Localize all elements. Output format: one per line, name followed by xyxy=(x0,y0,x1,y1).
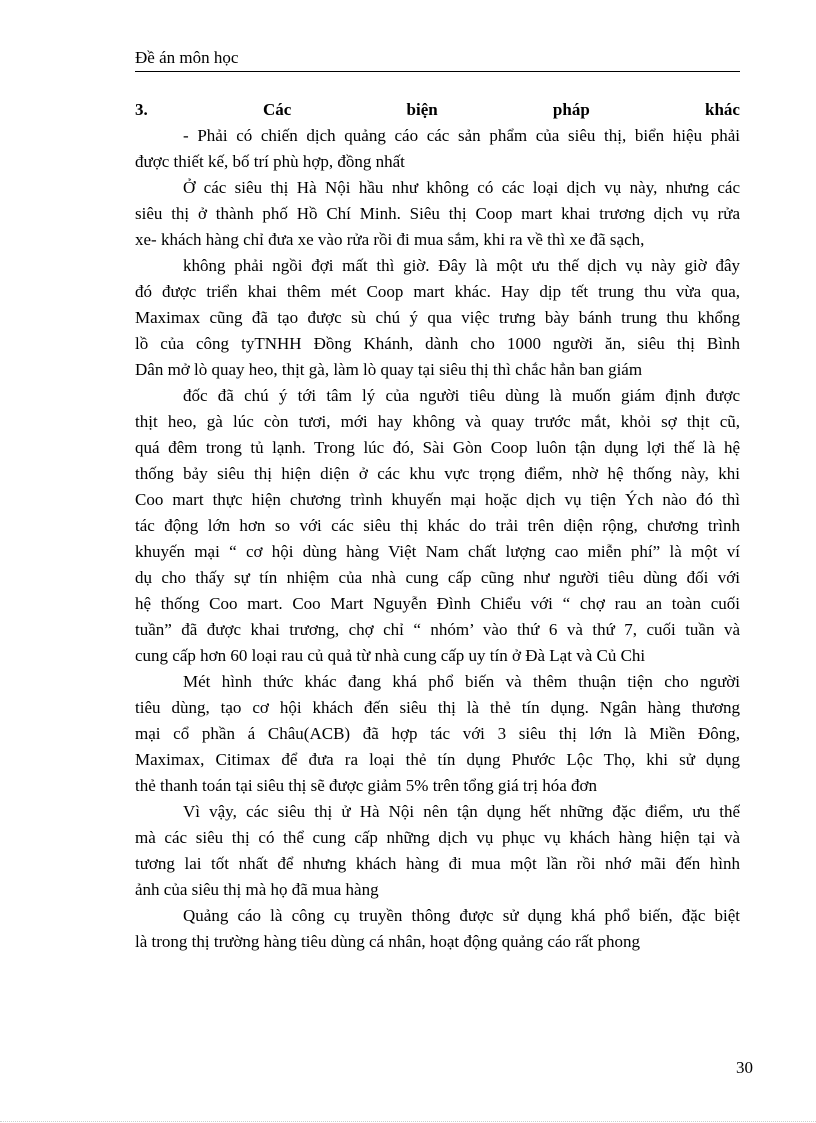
text-line: Dân mở lò quay heo, thịt gà, làm lò quay tại siêu thị thì chắc hẳn ban giám xyxy=(135,360,643,379)
text-line: hệ thống Coo mart. Coo Mart Nguyễn Đình Chiểu với “ chợ rau an toàn cuối xyxy=(135,594,740,613)
text-line: siêu thị ở thành phố Hồ Chí Minh. Siêu thị Coop mart khai trương dịch vụ rửa xyxy=(135,204,740,223)
text-line: tác động lớn hơn so với các siêu thị khác do trải trên diện rộng, chương trình xyxy=(135,516,740,535)
section-heading xyxy=(135,97,740,123)
paragraph xyxy=(135,669,740,799)
text-line: cung cấp hơn 60 loại rau củ quả từ nhà cung cấp uy tín ở Đà Lạt và Củ Chi xyxy=(135,646,646,665)
page-number: 30 xyxy=(736,1058,753,1077)
paragraph xyxy=(135,903,740,955)
header-title: Đề án môn học xyxy=(135,48,239,67)
text-line: được thiết kế, bố trí phù hợp, đồng nhất xyxy=(135,152,405,171)
text-line: là trong thị trường hàng tiêu dùng cá nhân, hoạt động quảng cáo rất phong xyxy=(135,932,640,951)
text-line: Maximax, Citimax để đưa ra loại thẻ tín dụng Phước Lộc Thọ, khi sử dụng xyxy=(135,750,740,769)
heading-word: Các xyxy=(262,100,292,119)
text-line: Maximax cũng đã tạo được sù chú ý qua việc trưng bày bánh trung thu khổng xyxy=(135,308,740,327)
paragraph xyxy=(135,123,740,175)
text-line: thẻ thanh toán tại siêu thị sẽ được giảm 5% trên tổng giá trị hóa đơn xyxy=(135,776,598,795)
page-bottom-divider xyxy=(0,1121,816,1122)
text-line: Mét hình thức khác đang khá phổ biến và thêm thuận tiện cho người xyxy=(183,672,740,691)
text-line: xe- khách hàng chỉ đưa xe vào rửa rồi đi mua sắm, khi ra về thì xe đã sạch, xyxy=(135,230,645,249)
text-line: không phải ngồi đợi mất thì giờ. Đây là một ưu thế dịch vụ này giờ đây xyxy=(183,256,740,275)
text-line: Vì vậy, các siêu thị ử Hà Nội nên tận dụng hết những đặc điểm, ưu thế xyxy=(183,802,740,821)
heading-number: 3. xyxy=(135,100,148,119)
heading-word: biện xyxy=(406,100,438,119)
text-line: mà các siêu thị có thể cung cấp những dịch vụ phục vụ khách hàng hiện tại và xyxy=(135,828,740,847)
heading-word: pháp xyxy=(552,100,590,119)
text-line: - Phải có chiến dịch quảng cáo các sản phẩm của siêu thị, biển hiệu phải xyxy=(183,126,740,145)
text-line: tuần” đã được khai trương, chợ chỉ “ nhóm’ vào thứ 6 và thứ 7, cuối tuần và xyxy=(135,620,740,639)
heading-word: khác xyxy=(705,100,740,119)
paragraphs xyxy=(135,123,740,955)
text-line: dụ cho thấy sự tín nhiệm của nhà cung cấp cũng như người tiêu dùng đối với xyxy=(135,568,740,587)
text-line: ảnh của siêu thị mà họ đã mua hàng xyxy=(135,880,379,899)
text-line: tiêu dùng, tạo cơ hội khách đến siêu thị là thẻ tín dụng. Ngân hàng thương xyxy=(135,698,740,717)
text-line: Quảng cáo là công cụ truyền thông được sử dụng khá phổ biến, đặc biệt xyxy=(183,906,740,925)
paragraph xyxy=(135,253,740,383)
text-line: quá đêm trong tủ lạnh. Trong lúc đó, Sài Gòn Coop luôn tận dụng lợi thế là hệ xyxy=(135,438,740,457)
document-body xyxy=(135,97,740,955)
text-line: thịt heo, gà lúc còn tươi, mới hay không và quay trước mắt, khỏi sợ thịt cũ, xyxy=(135,412,740,431)
paragraph xyxy=(135,383,740,669)
text-line: đó được triển khai thêm mét Coop mart khác. Hay dịp tết trung thu vừa qua, xyxy=(135,282,740,301)
text-line: Ở các siêu thị Hà Nội hầu như không có các loại dịch vụ này, nhưng các xyxy=(183,178,740,197)
text-line: Coo mart thực hiện chương trình khuyến mại hoặc dịch vụ tiện Ých nào đó thì xyxy=(135,490,740,509)
text-line: tương lai tốt nhất để nhưng khách hàng đi mua một lần rồi nhớ mãi đến hình xyxy=(135,854,740,873)
page-header xyxy=(135,48,740,72)
text-line: thống bảy siêu thị hiện diện ở các khu vực trọng điểm, nhờ hệ thống này, khi xyxy=(135,464,740,483)
paragraph xyxy=(135,799,740,903)
text-line: lồ của công tyTNHH Đồng Khánh, dành cho 1000 người ăn, siêu thị Bình xyxy=(135,334,740,353)
text-line: mại cổ phần á Châu(ACB) đã hợp tác với 3 siêu thị lớn là Miền Đông, xyxy=(135,724,740,743)
paragraph xyxy=(135,175,740,253)
text-line: đốc đã chú ý tới tâm lý của người tiêu dùng là muốn giám định được xyxy=(183,386,740,405)
text-line: khuyến mại “ cơ hội dùng hàng Việt Nam chất lượng cao miễn phí” là một ví xyxy=(135,542,740,561)
